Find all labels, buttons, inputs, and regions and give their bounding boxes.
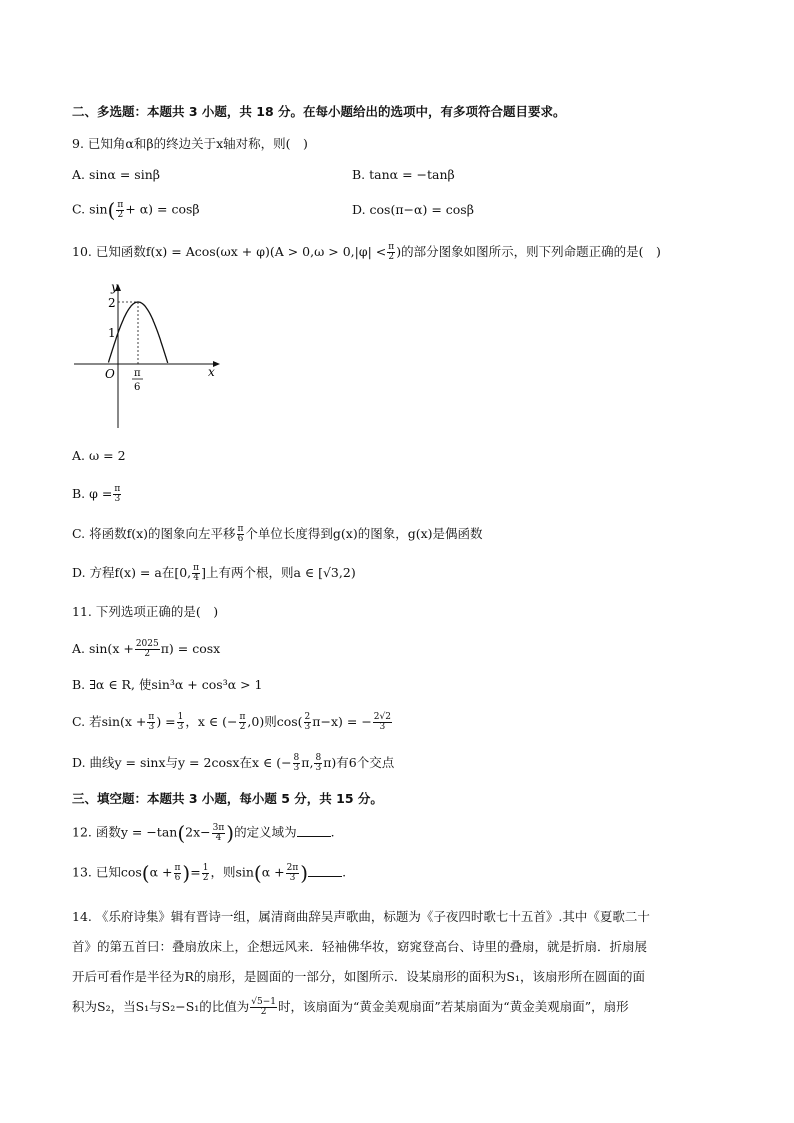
section2-title: 二、多选题：本题共 3 小题，共 18 分。在每小题给出的选项中，有多项符合题目要求。 [72, 104, 566, 119]
q13-end: . [342, 864, 347, 880]
q13-mid: = [190, 864, 201, 880]
q10-b-frac: $\frac{\pi}{3}$ [114, 484, 121, 504]
section3-title: 三、填空题：本题共 3 小题，每小题 5 分，共 15 分。 [72, 791, 383, 806]
cosine-graph [72, 278, 224, 430]
y-tick-1: 1 [108, 326, 116, 340]
q11-option-c[interactable] [72, 713, 393, 732]
q14-line3: 开后可看作是半径为R的扇形，是圆面的一部分，如图所示．设某扇形的面积为S₁，该扇形所在圆面的面 [72, 969, 645, 984]
q14-line4-pre: 积为S₂，当S₁与S₂−S₁的比值为 [72, 999, 250, 1014]
q10-stem-post: )的部分图象如图所示，则下列命题正确的是( ) [396, 244, 661, 259]
q11-option-a[interactable] [72, 640, 220, 659]
q9-option-d[interactable]: D. cos(π−α) = cosβ [352, 202, 474, 217]
q10-b-pre: B. φ = [72, 486, 113, 501]
q11-d-post: π)有6个交点 [323, 755, 395, 770]
q10-c-pre: C. 将函数f(x)的图象向左平移 [72, 526, 236, 541]
q9-option-c[interactable]: C. sin( $\frac{\pi}{2}$ + α) = cosβ [72, 198, 200, 222]
q11-c-mid3: ,0)则cos( [247, 714, 303, 729]
q11-c-frac1: $\frac{\pi}{3}$ [148, 712, 155, 732]
q9-option-b[interactable]: B. tanα = −tanβ [352, 167, 455, 182]
q10-c-post: 个单位长度得到g(x)的图象，g(x)是偶函数 [245, 526, 483, 541]
q12-in-pre: 2x− [185, 824, 211, 840]
q11-a-frac: $\frac{2025}{2}$ [135, 639, 159, 659]
q11-d-mid: π, [301, 755, 314, 770]
q14-line1: 14. 《乐府诗集》辑有晋诗一组，属清商曲辞吴声歌曲，标题为《子夜四时歌七十五首》.其中《夏歌二十 [72, 909, 650, 924]
q12: 12. 函数y = −tan(2x− $\frac{3\pi}{4}$ )的定义域为 . [72, 821, 335, 845]
q10-option-c[interactable] [72, 525, 483, 544]
q14-line4 [72, 998, 629, 1017]
q9-option-a[interactable]: A. sinα = sinβ [72, 167, 160, 182]
q14-ratio-frac: $\frac{√5-1}{2}$ [251, 997, 277, 1017]
q11-a-post: π) = cosx [160, 641, 221, 656]
q11-option-d[interactable] [72, 754, 394, 773]
q12-pre: 12. 函数y = −tan [72, 824, 178, 840]
q9-c-frac: $\frac{\pi}{2}$ [117, 199, 124, 220]
x-tick-numerator: π [134, 368, 141, 379]
q11-d-frac2: $\frac{8}{3}$ [315, 753, 322, 773]
q9-c-pre: C. sin [72, 201, 108, 217]
q10-stem-pre: 10. 已知函数f(x) = Acos(ωx + φ)(A > 0,ω > 0,|φ| < [72, 244, 387, 259]
q11-c-pre: C. 若sin(x + [72, 714, 147, 729]
q11-c-frac4: $\frac{2}{3}$ [304, 712, 311, 732]
q11-c-frac2: $\frac{1}{3}$ [177, 712, 184, 732]
q11-stem: 11. 下列选项正确的是( ) [72, 604, 219, 619]
y-tick-2: 2 [108, 296, 116, 310]
q11-c-frac5: $\frac{2√2}{3}$ [373, 712, 391, 732]
origin-label: O [105, 367, 115, 381]
q10-option-a[interactable]: A. ω = 2 [72, 448, 126, 463]
q13-pre: 13. 已知cos [72, 864, 142, 880]
y-axis-label: y [111, 280, 118, 294]
q10-d-frac: $\frac{\pi}{4}$ [193, 563, 200, 583]
q12-frac: $\frac{3\pi}{4}$ [212, 822, 225, 843]
q13-frac1: $\frac{\pi}{6}$ [174, 862, 181, 883]
q11-d-pre: D. 曲线y = sinx与y = 2cosx在x ∈ (− [72, 755, 292, 770]
x-axis-label: x [208, 365, 215, 379]
q10-c-frac: $\frac{\pi}{6}$ [237, 524, 244, 544]
q13-in2: α + [261, 864, 285, 880]
q13: 13. 已知cos(α + $\frac{\pi}{6}$ )= $\frac{1}{2}$ ，则sin(α + $\frac{2\pi}{3}$ ) . [72, 861, 347, 885]
q11-d-frac1: $\frac{8}{3}$ [293, 753, 300, 773]
q10-stem [72, 243, 661, 262]
q10-d-pre: D. 方程f(x) = a在[0, [72, 565, 192, 580]
q11-c-mid2: ，x ∈ (− [185, 714, 238, 729]
q14-line2: 首》的第五首曰：叠扇放床上，企想远风来．轻袖佛华妆，窈窕登高台、诗里的叠扇，就是折扇．折扇展 [72, 939, 648, 954]
q11-c-frac3: $\frac{\pi}{2}$ [239, 712, 246, 732]
x-tick-denominator: 6 [134, 382, 141, 393]
q10-stem-frac: $\frac{\pi}{2}$ [388, 242, 395, 262]
q11-option-b[interactable]: B. ∃α ∈ R, 使sin³α + cos³α > 1 [72, 677, 263, 692]
q10-d-post: ]上有两个根，则a ∈ [√3,2) [201, 565, 356, 580]
q13-mid2: ，则sin [210, 864, 254, 880]
q12-post: 的定义域为 [234, 824, 297, 840]
q12-answer-blank[interactable] [297, 824, 331, 837]
q13-in1: α + [149, 864, 173, 880]
q11-c-mid1: ) = [156, 714, 176, 729]
q9-c-post: + α) = cosβ [125, 201, 200, 217]
q13-frac3: $\frac{2\pi}{3}$ [286, 862, 299, 883]
q12-end: . [330, 824, 335, 840]
q14-line4-post: 时，该扇面为“黄金美观扇面”若某扇面为“黄金美观扇面”，扇形 [278, 999, 629, 1014]
q10-option-b[interactable] [72, 485, 122, 504]
q13-answer-blank[interactable] [308, 864, 342, 877]
q10-option-d[interactable] [72, 564, 356, 583]
q11-a-pre: A. sin(x + [72, 641, 134, 656]
q9-stem: 9. 已知角α和β的终边关于x轴对称，则( ) [72, 136, 308, 151]
q11-c-mid4: π−x) = − [312, 714, 372, 729]
q13-frac2: $\frac{1}{2}$ [202, 862, 209, 883]
